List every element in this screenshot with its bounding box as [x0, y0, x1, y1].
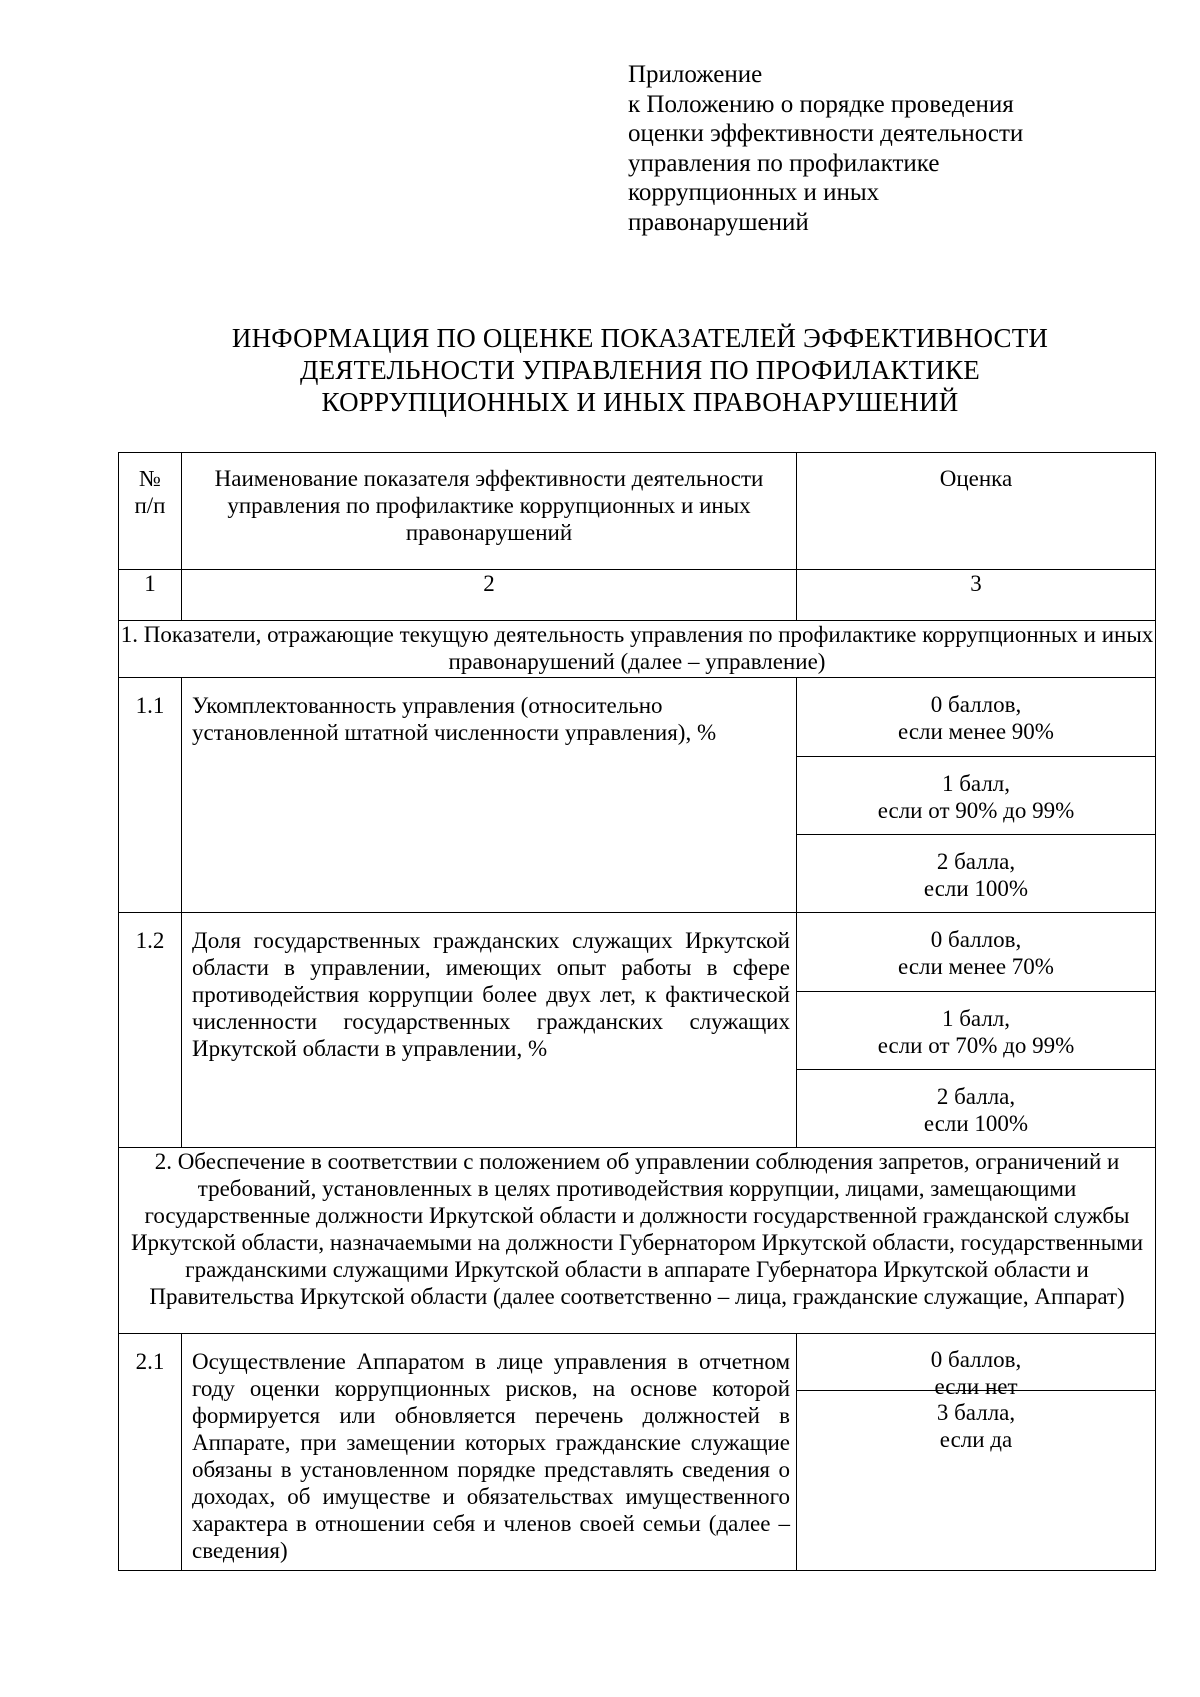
score-option: 1 балл, если от 70% до 99% [797, 991, 1155, 1069]
indicator-name: Укомплектованность управления (относительно установленной штатной численности управления), % [182, 678, 797, 913]
header-score: Оценка [797, 453, 1156, 570]
score-options [797, 1334, 1156, 1571]
indicator-name: Доля государственных гражданских служащих Иркутской области в управлении, имеющих опыт работы в сфере противодействия коррупции более двух лет, к фактической численности государственных гражданских служащих Иркутской области в управлении, % [182, 913, 797, 1148]
appendix-note: Приложение к Положению о порядке проведения оценки эффективности деятельности управления по профилактике коррупционных и иных правонарушений [628, 61, 1024, 236]
indicators-table [118, 452, 1156, 1571]
column-number-1: 1 [119, 570, 182, 621]
section-row-2 [119, 1148, 1156, 1334]
score-option: 0 баллов, если менее 90% [898, 692, 1054, 744]
column-number-3: 3 [797, 570, 1156, 621]
column-number-2: 2 [182, 570, 797, 621]
header-num: № п/п [119, 453, 182, 570]
score-option: 3 балла, если да [797, 1390, 1155, 1453]
row-number: 1.1 [119, 678, 182, 913]
score-option: 0 баллов, если нет [930, 1347, 1022, 1399]
row-number: 2.1 [119, 1334, 182, 1571]
table-row-1-1 [119, 678, 1156, 913]
table-row-2-1 [119, 1334, 1156, 1571]
indicator-name: Осуществление Аппаратом в лице управления в отчетном году оценки коррупционных рисков, на основе которой формируется или обновляется перечень должностей в Аппарате, при замещении которых гражданские служащие обязаны в установленном порядке представлять сведения о доходах, об имуществе и обязательствах имущественного характера в отношении себя и членов своей семьи (далее – сведения) [182, 1334, 797, 1571]
table-header-row [119, 453, 1156, 570]
score-option: 1 балл, если от 90% до 99% [797, 756, 1155, 834]
score-options [797, 678, 1156, 913]
document-title: ИНФОРМАЦИЯ ПО ОЦЕНКЕ ПОКАЗАТЕЛЕЙ ЭФФЕКТИВНОСТИ ДЕЯТЕЛЬНОСТИ УПРАВЛЕНИЯ ПО ПРОФИЛАКТИКЕ КОРРУПЦИОННЫХ И ИНЫХ ПРАВОНАРУШЕНИЙ [231, 323, 1049, 417]
section-1-heading: 1. Показатели, отражающие текущую деятельность управления по профилактике коррупционных и иных правонарушений (далее – управление) [119, 621, 1156, 678]
column-numbers-row [119, 570, 1156, 621]
score-option: 0 баллов, если менее 70% [898, 927, 1054, 979]
section-row-1 [119, 621, 1156, 678]
row-number: 1.2 [119, 913, 182, 1148]
section-2-heading: 2. Обеспечение в соответствии с положением об управлении соблюдения запретов, ограничений и требований, установленных в целях противодействия коррупции, лицами, замещающими государственные должности Иркутской области и должности государственной гражданской службы Иркутской области, назначаемыми на должности Губернатором Иркутской области, государственными гражданскими служащими Иркутской области в аппарате Губернатора Иркутской области и Правительства Иркутской области (далее соответственно – лица, гражданские служащие, Аппарат) [119, 1148, 1156, 1334]
header-name: Наименование показателя эффективности деятельности управления по профилактике коррупционных и иных правонарушений [182, 453, 797, 570]
score-option: 2 балла, если 100% [797, 1069, 1155, 1147]
score-options [797, 913, 1156, 1148]
table-row-1-2 [119, 913, 1156, 1148]
score-option: 2 балла, если 100% [797, 834, 1155, 912]
